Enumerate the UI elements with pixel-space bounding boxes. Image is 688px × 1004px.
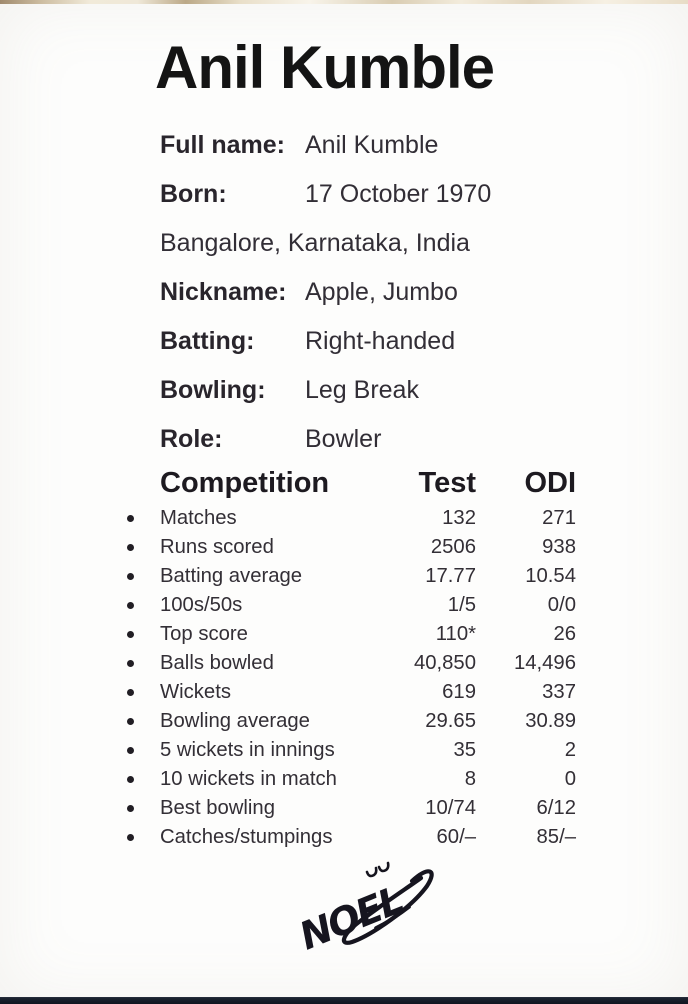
stat-odi-value: 14,496 (513, 652, 576, 674)
info-value: Apple, Jumbo (305, 278, 458, 306)
signature-svg (288, 856, 438, 951)
scan-edge-bottom (0, 997, 688, 1004)
stat-label: Runs scored (160, 536, 274, 558)
info-label: Bowling: (160, 376, 266, 404)
stat-label: Top score (160, 623, 248, 645)
bullet-icon (127, 718, 134, 725)
stat-test-value: 619 (442, 681, 476, 703)
stat-odi-value: 2 (564, 739, 576, 761)
bullet-icon (127, 805, 134, 812)
bullet-icon (127, 573, 134, 580)
table-row (122, 591, 580, 620)
scan-edge-top (0, 0, 688, 4)
info-row-batting (160, 317, 640, 366)
stat-label: Catches/stumpings (160, 826, 333, 848)
info-value: Right-handed (305, 327, 456, 355)
stat-odi-value: 85/– (536, 826, 576, 848)
info-label: Born: (160, 180, 227, 208)
stat-odi-value: 271 (542, 507, 576, 529)
column-header-odi: ODI (524, 467, 576, 499)
stat-odi-value: 6/12 (536, 797, 576, 819)
bullet-icon (127, 631, 134, 638)
table-row (122, 823, 580, 852)
bullet-icon (127, 776, 134, 783)
stat-odi-value: 337 (542, 681, 576, 703)
table-row (122, 736, 580, 765)
info-label: Batting: (160, 327, 255, 355)
stat-odi-value: 0 (564, 768, 576, 790)
info-value: Leg Break (305, 376, 419, 404)
stat-test-value: 2506 (430, 536, 476, 558)
info-label: Full name: (160, 131, 286, 159)
stat-test-value: 110* (435, 623, 476, 645)
stat-odi-value: 0/0 (547, 594, 576, 616)
bullet-icon (127, 834, 134, 841)
stat-label: Wickets (160, 681, 231, 703)
info-value: Bowler (305, 425, 382, 453)
stat-test-value: 60/– (436, 826, 476, 848)
stat-odi-value: 30.89 (525, 710, 576, 732)
stat-label: Batting average (160, 565, 303, 587)
info-row-bowling (160, 366, 640, 415)
bullet-icon (127, 602, 134, 609)
stat-test-value: 35 (453, 739, 476, 761)
bullet-icon (127, 515, 134, 522)
stat-label: Best bowling (160, 797, 275, 819)
stat-label: Balls bowled (160, 652, 274, 674)
info-row-born (160, 170, 640, 219)
column-header-test: Test (418, 467, 476, 499)
info-row-full-name (160, 121, 640, 170)
stat-label: 10 wickets in match (160, 768, 337, 790)
stat-test-value: 17.77 (425, 565, 476, 587)
stat-test-value: 29.65 (425, 710, 476, 732)
info-row-nickname (160, 268, 640, 317)
table-row (122, 562, 580, 591)
signature-diacritic-marks (367, 863, 388, 876)
bullet-icon (127, 544, 134, 551)
stat-odi-value: 26 (553, 623, 576, 645)
signature (288, 856, 438, 951)
info-row-role (160, 415, 640, 464)
table-row (122, 707, 580, 736)
stats-table-header (122, 465, 580, 501)
stat-odi-value: 10.54 (525, 565, 576, 587)
bullet-icon (127, 689, 134, 696)
table-row (122, 678, 580, 707)
stats-table (122, 465, 580, 852)
stat-label: Bowling average (160, 710, 310, 732)
table-row (122, 533, 580, 562)
stat-test-value: 40,850 (413, 652, 476, 674)
table-row (122, 765, 580, 794)
table-row (122, 504, 580, 533)
table-row (122, 649, 580, 678)
signature-text: NOEL (293, 877, 409, 951)
info-label: Role: (160, 425, 223, 453)
table-row (122, 620, 580, 649)
bullet-icon (127, 660, 134, 667)
info-label: Nickname: (160, 278, 287, 306)
stat-test-value: 1/5 (447, 594, 476, 616)
bullet-icon (127, 747, 134, 754)
info-value: Anil Kumble (305, 131, 439, 159)
player-info-section (160, 121, 640, 464)
column-header-competition: Competition (160, 467, 330, 499)
stat-label: Matches (160, 507, 237, 529)
stat-test-value: 8 (464, 768, 476, 790)
header-spacer (122, 465, 160, 501)
page-title: Anil Kumble (155, 34, 495, 101)
stat-label: 5 wickets in innings (160, 739, 335, 761)
stat-test-value: 132 (442, 507, 476, 529)
stat-test-value: 10/74 (425, 797, 476, 819)
table-row (122, 794, 580, 823)
stat-label: 100s/50s (160, 594, 243, 616)
info-value: 17 October 1970 (305, 180, 492, 208)
info-row-birthplace: Bangalore, Karnataka, India (160, 229, 470, 257)
stat-odi-value: 938 (542, 536, 576, 558)
